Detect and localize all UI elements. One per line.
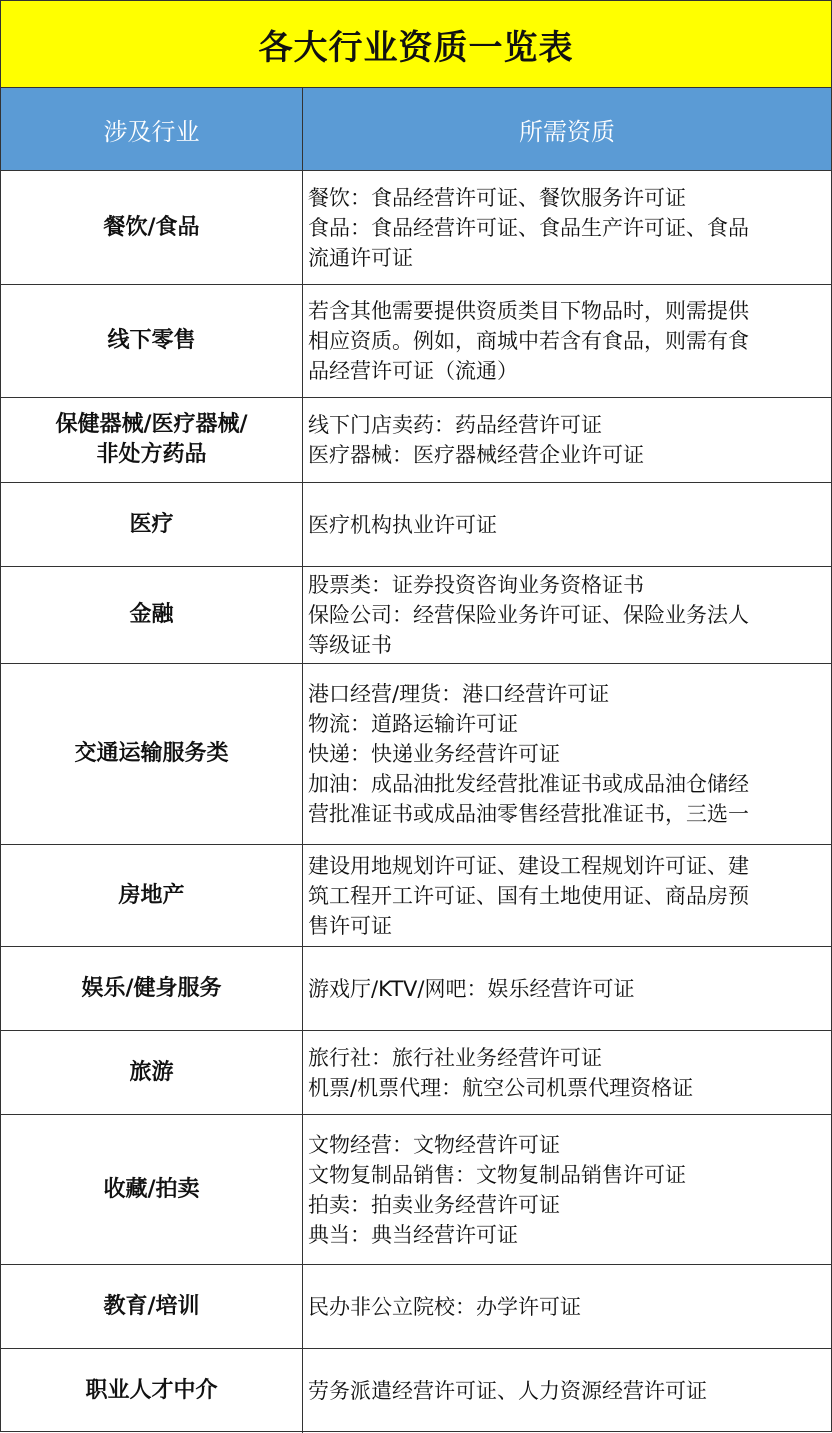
qualification-line: 食品：食品经营许可证、食品生产许可证、食品 <box>308 215 749 240</box>
qualification-cell <box>303 1115 831 1264</box>
qualification-line: 建设用地规划许可证、建设工程规划许可证、建 <box>308 853 749 878</box>
industry-label: 医疗 <box>129 511 174 537</box>
industry-cell <box>1 1115 303 1264</box>
qualification-line: 加油：成品油批发经营批准证书或成品油仓储经 <box>308 772 749 796</box>
industry-cell <box>1 1265 303 1348</box>
qualification-line: 保险公司：经营保险业务许可证、保险业务法人 <box>308 603 749 627</box>
industry-label: 教育/培训 <box>103 1293 200 1319</box>
table-row <box>1 1265 831 1349</box>
qualification-line: 文物复制品销售：文物复制品销售许可证 <box>308 1162 686 1187</box>
qualification-line: 物流：道路运输许可证 <box>308 712 518 736</box>
industry-label: 保健器械/医疗器械/ <box>55 412 248 437</box>
industry-label: 房地产 <box>118 882 185 908</box>
industry-cell <box>1 664 303 844</box>
qualification-line: 线下门店卖药：药品经营许可证 <box>308 413 602 437</box>
table-row <box>1 567 831 664</box>
qualification-line: 售许可证 <box>308 913 392 938</box>
industry-cell <box>1 845 303 946</box>
qualification-cell <box>303 398 831 482</box>
qualification-cell <box>303 1349 831 1433</box>
industry-cell <box>1 1349 303 1433</box>
qualification-line: 股票类：证券投资咨询业务资格证书 <box>308 573 644 597</box>
industry-cell <box>1 1031 303 1114</box>
table-row <box>1 171 831 285</box>
header-industry: 涉及行业 <box>1 88 303 170</box>
industry-label: 餐饮/食品 <box>103 214 200 240</box>
qualification-cell <box>303 171 831 284</box>
qualification-cell <box>303 845 831 946</box>
table-row <box>1 483 831 567</box>
industry-cell <box>1 171 303 284</box>
table-row <box>1 664 831 845</box>
table-row <box>1 398 831 483</box>
qualification-cell <box>303 1031 831 1114</box>
industry-label: 娱乐/健身服务 <box>81 975 222 1001</box>
qualification-line: 拍卖：拍卖业务经营许可证 <box>308 1192 560 1217</box>
qualification-line: 医疗器械：医疗器械经营企业许可证 <box>308 443 644 467</box>
qualification-line: 医疗机构执业许可证 <box>308 512 497 537</box>
qualification-line: 劳务派遣经营许可证、人力资源经营许可证 <box>308 1379 707 1403</box>
table-row <box>1 1115 831 1265</box>
qualification-cell <box>303 567 831 663</box>
industry-label: 旅游 <box>129 1059 174 1085</box>
table-row <box>1 845 831 947</box>
industry-cell <box>1 398 303 482</box>
table-row <box>1 1031 831 1115</box>
qualification-cell <box>303 1265 831 1348</box>
qualification-line: 流通许可证 <box>308 245 413 270</box>
industry-label: 交通运输服务类 <box>74 741 229 766</box>
qualification-line: 快递：快递业务经营许可证 <box>308 742 560 766</box>
qualification-line: 餐饮：食品经营许可证、餐饮服务许可证 <box>308 185 686 210</box>
header-qualification: 所需资质 <box>519 117 615 146</box>
industry-cell <box>1 947 303 1030</box>
industry-label: 线下零售 <box>107 328 196 353</box>
industry-label: 职业人才中介 <box>85 1378 218 1403</box>
qualification-line: 机票/机票代理：航空公司机票代理资格证 <box>308 1075 694 1100</box>
qualification-line: 旅行社：旅行社业务经营许可证 <box>308 1045 602 1070</box>
qualification-line: 文物经营：文物经营许可证 <box>308 1132 560 1157</box>
qualification-line: 等级证书 <box>308 633 392 657</box>
qualification-cell <box>303 664 831 844</box>
qualification-line: 营批准证书或成品油零售经营批准证书，三选一 <box>308 802 749 826</box>
qualification-line: 游戏厅/KTV/网吧：娱乐经营许可证 <box>308 976 635 1001</box>
table-row <box>1 947 831 1031</box>
industry-label: 非处方药品 <box>96 442 207 467</box>
industry-label: 收藏/拍卖 <box>103 1176 200 1202</box>
qualification-line: 相应资质。例如，商城中若含有食品，则需有食 <box>308 329 749 353</box>
industry-label: 金融 <box>129 602 174 627</box>
qualification-cell <box>303 285 831 397</box>
qualification-line: 典当：典当经营许可证 <box>308 1222 518 1247</box>
table-title: 各大行业资质一览表 <box>1 1 831 88</box>
table-header-row <box>1 88 831 171</box>
table-body <box>1 171 831 1433</box>
industry-cell <box>1 483 303 566</box>
qualification-cell <box>303 483 831 566</box>
qualification-line: 筑工程开工许可证、国有土地使用证、商品房预 <box>308 883 749 908</box>
industry-cell <box>1 567 303 663</box>
qualification-line: 港口经营/理货：港口经营许可证 <box>308 682 610 706</box>
qualification-line: 民办非公立院校：办学许可证 <box>308 1294 581 1319</box>
industry-cell <box>1 285 303 397</box>
qualification-line: 品经营许可证（流通） <box>308 359 518 383</box>
table-row <box>1 285 831 398</box>
table-row <box>1 1349 831 1433</box>
qualification-line: 若含其他需要提供资质类目下物品时，则需提供 <box>308 299 749 323</box>
qualification-cell <box>303 947 831 1030</box>
